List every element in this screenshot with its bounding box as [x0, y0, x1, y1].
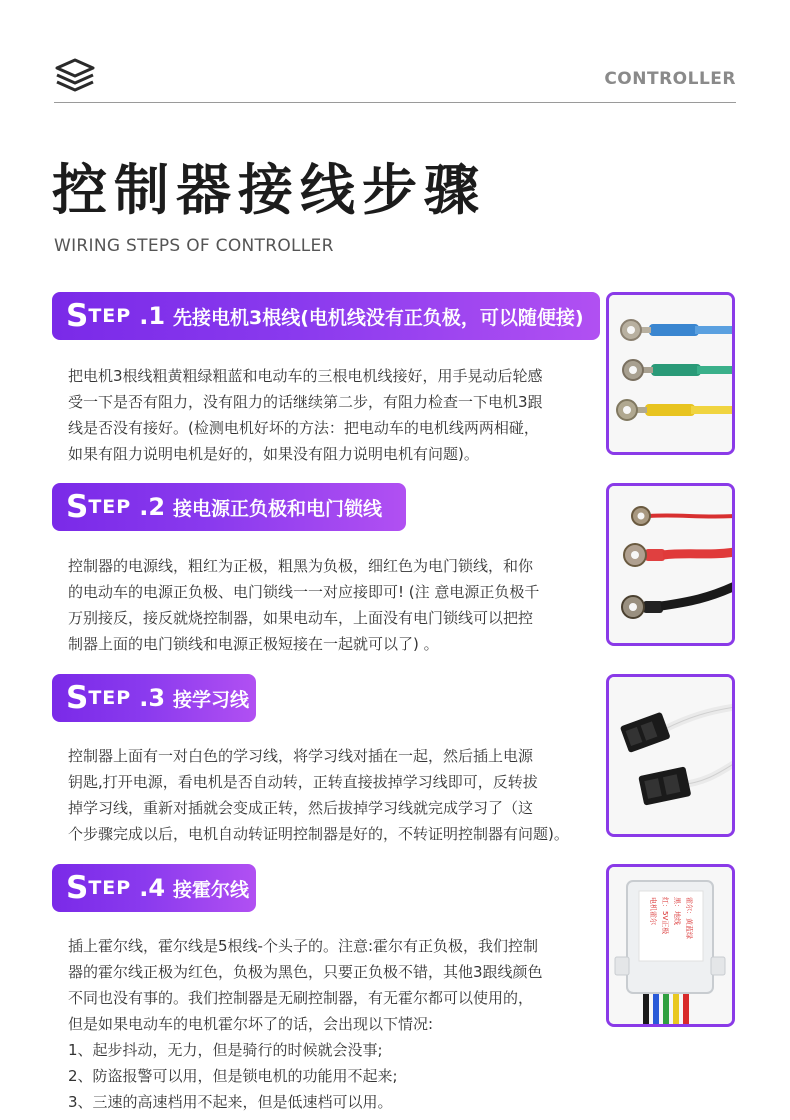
step-3-banner — [52, 674, 256, 722]
page-subtitle: WIRING STEPS OF CONTROLLER — [54, 236, 334, 256]
step-4-number: .4 — [139, 874, 166, 902]
motor-wires-photo — [606, 292, 735, 455]
power-wires-photo — [606, 483, 735, 646]
step-2-body: 控制器的电源线，粗红为正极，粗黑为负极，细红色为电门锁线，和你 的电动车的电源正负极、电门锁线一一对应接即可! (注 意电源正负极千 万别接反，接反就烧控制器，如果电动车，上面没有电门锁线可以把控 制器上面的电门锁线和电源正极短接在一起就可以了) 。 — [68, 557, 540, 653]
step-4-title: 接霍尔线 — [173, 878, 250, 901]
step-3-s: S — [66, 679, 89, 716]
page-title: 控制器接线步骤 — [52, 158, 487, 222]
step-4-s: S — [66, 869, 89, 906]
step-2-number: .2 — [139, 493, 166, 521]
step-1-banner — [52, 292, 600, 340]
step-2-s: S — [66, 488, 89, 525]
step-1-s: S — [66, 297, 89, 334]
step-2-banner — [52, 483, 406, 531]
step-4-tep: TEP — [88, 877, 132, 899]
learning-wire-connector-photo — [606, 674, 735, 837]
hall-label-line-1: 电机霍尔 — [649, 897, 657, 925]
step-4-body: 插上霍尔线，霍尔线是5根线-个头子的。注意:霍尔有正负极，我们控制 器的霍尔线正极为红色，负极为黑色，只要正负极不错，其他3跟线颜色 不同也没有事的。我们控制器是无刷控制器，有无霍尔都可以使用的， 但是如果电动车的电机霍尔坏了的话，会出现以下情况: — [68, 937, 543, 1033]
step-1-tep: TEP — [88, 305, 132, 327]
step-4-banner — [52, 864, 256, 912]
step-1-title: 先接电机3根线(电机线没有正负极，可以随便接) — [173, 306, 584, 329]
step-1-number: .1 — [139, 302, 166, 330]
step-2-title: 接电源正负极和电门锁线 — [173, 497, 383, 520]
step-3-number: .3 — [139, 684, 166, 712]
step-3-title: 接学习线 — [173, 688, 250, 711]
step-4-list-item-2: 2、防盗报警可以用，但是锁电机的功能用不起来; — [68, 1067, 398, 1085]
hall-connector-photo — [606, 864, 735, 1027]
step-1-body: 把电机3根线粗黄粗绿粗蓝和电动车的三根电机线接好，用手晃动后轮感 受一下是否有阻力，没有阻力的话继续第二步，有阻力检查一下电机3跟 线是否没有接好。(检测电机好坏的方法：把电动车的电机线两两相碰， 如果有阻力说明电机是好的，如果没有阻力说明电机有问题)。 — [68, 367, 543, 463]
step-2-tep: TEP — [88, 496, 132, 518]
hall-label-line-4: 霍尔：黄蓝绿 — [685, 897, 693, 939]
stacked-layers-icon — [54, 58, 96, 94]
hall-label-line-3: 黑：地线 — [673, 897, 681, 925]
hall-label-line-2: 红：5V正极 — [661, 897, 669, 935]
brand-label: CONTROLLER — [604, 69, 736, 89]
header-divider — [54, 102, 736, 103]
step-4-list-item-3: 3、三速的高速档用不起来，但是低速档可以用。 — [68, 1093, 393, 1111]
step-4-list-item-1: 1、起步抖动，无力，但是骑行的时候就会没事; — [68, 1041, 383, 1059]
step-3-tep: TEP — [88, 687, 132, 709]
step-3-body: 控制器上面有一对白色的学习线，将学习线对插在一起，然后插上电源 钥匙,打开电源，看电机是否自动转，正转直接拔掉学习线即可，反转拔 掉学习线，重新对插就会变成正转，然后拔掉学习线就完成学习了（这 个步骤完成以后，电机自动转证明控制器是好的，不转证明控制器有问题)。 — [68, 747, 569, 843]
